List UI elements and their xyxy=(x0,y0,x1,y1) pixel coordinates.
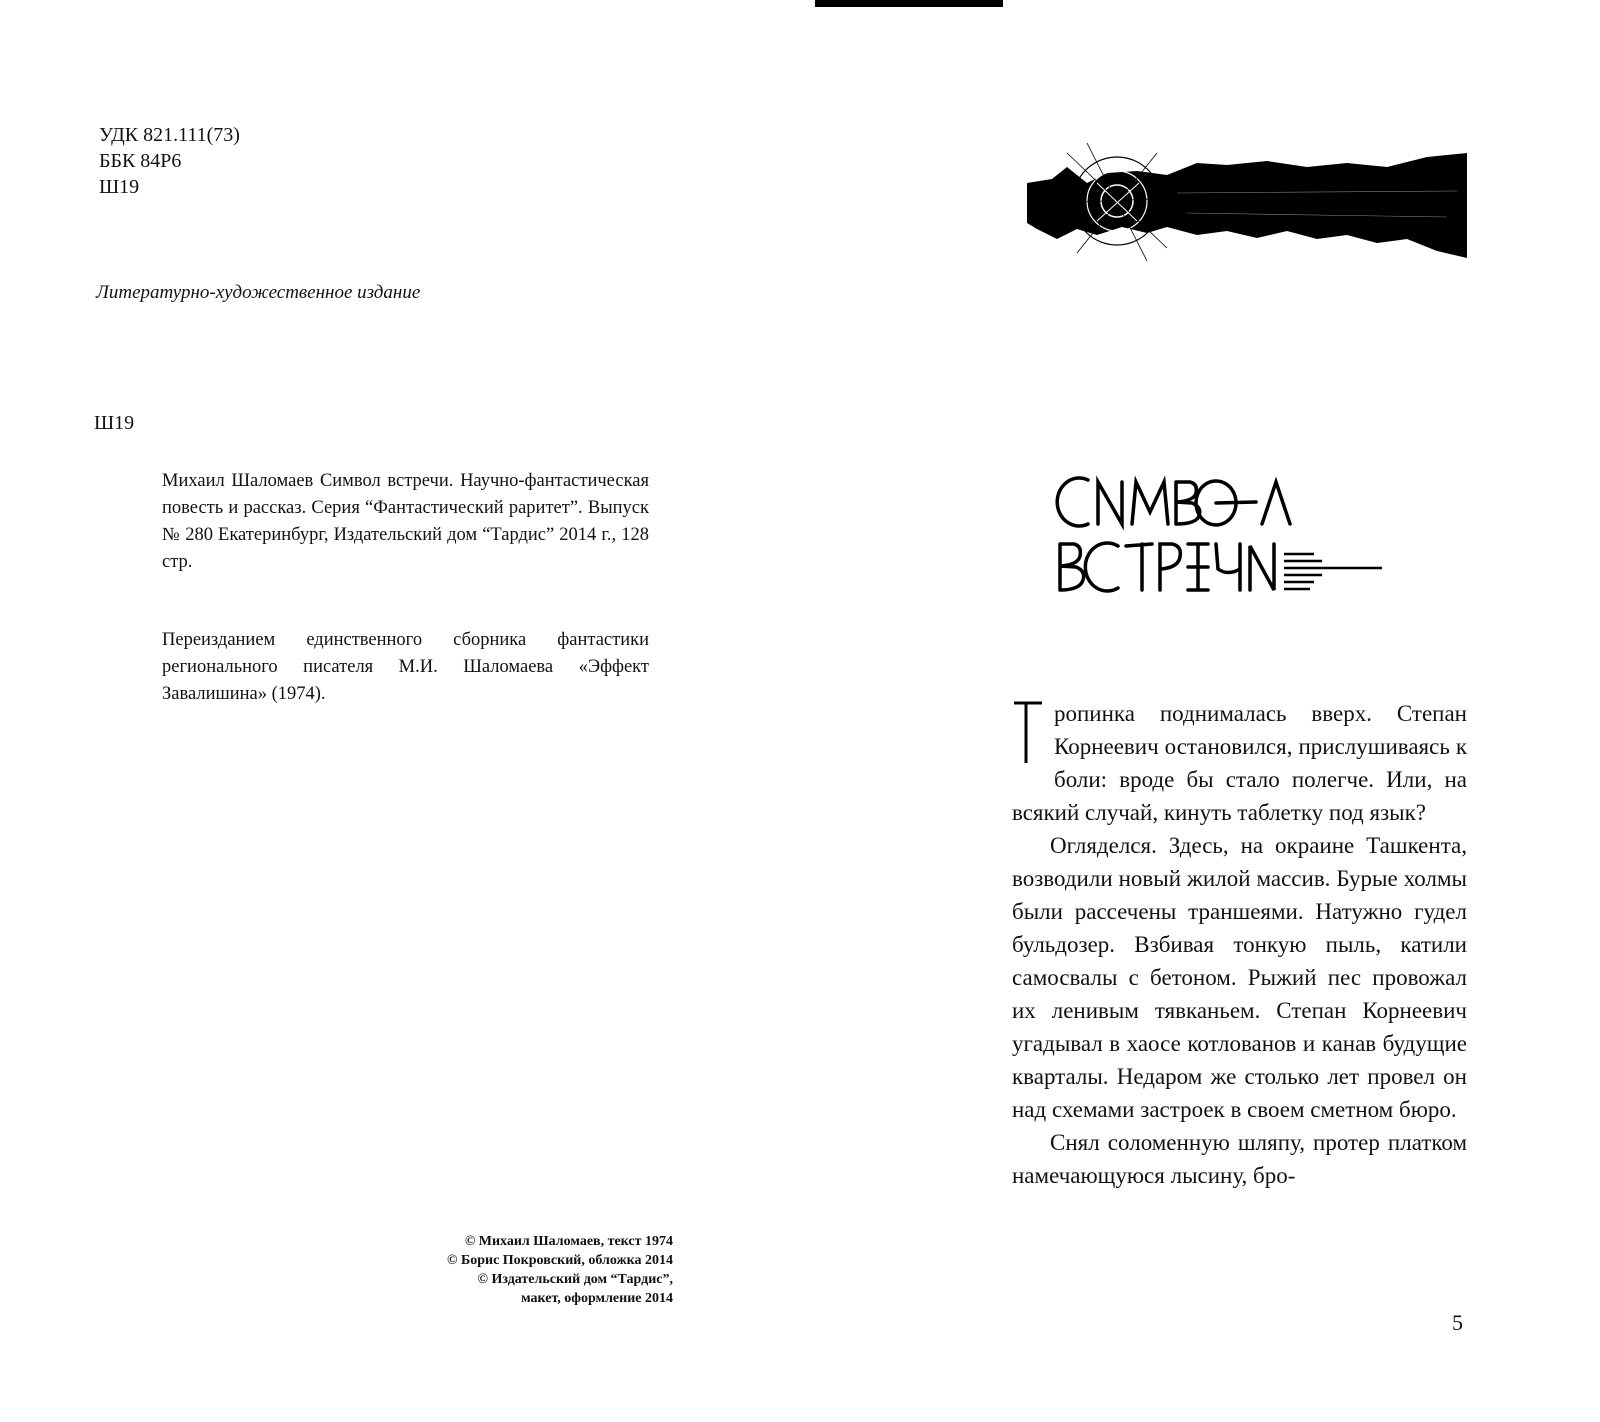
paragraph-text: ропинка поднималась вверх. Степан Корнеевич остановился, прислушиваясь к боли: вроде бы стало полегче. Или, на всякий случай, кинуть таблетку под язык? xyxy=(1012,701,1467,825)
chapter-body-text xyxy=(1012,697,1467,1192)
right-page-chapter xyxy=(800,0,1600,1422)
chapter-title-lettering xyxy=(1052,472,1392,602)
bibliographic-description: Михаил Шаломаев Символ встречи. Научно-фантастическая повесть и рассказ. Серия “Фантастический раритет”. Выпуск № 280 Екатеринбург, Издательский дом “Тардис” 2014 г., 128 стр. xyxy=(162,471,649,572)
paragraph: Снял соломенную шляпу, протер платком намечающуюся лысину, бро- xyxy=(1012,1130,1467,1188)
copyright-line: © Издательский дом “Тардис”, xyxy=(477,1272,673,1287)
page-number: 5 xyxy=(1452,1310,1463,1335)
classification-codes xyxy=(99,122,240,200)
chapter-header-illustration xyxy=(1027,143,1467,263)
copyright-block xyxy=(447,1232,673,1308)
copyright-line: макет, оформление 2014 xyxy=(521,1291,673,1306)
annotation: Переизданием единственного сборника фантастики регионального писателя М.И. Шаломаева «Эффект Завалишина» (1974). xyxy=(162,630,649,704)
dropcap-letter-t xyxy=(1012,699,1048,765)
copyright-line: © Борис Покровский, обложка 2014 xyxy=(447,1253,673,1268)
udk-code: УДК 821.111(73) xyxy=(99,124,240,146)
author-mark: Ш19 xyxy=(99,176,140,198)
copyright-line: © Михаил Шаломаев, текст 1974 xyxy=(464,1234,673,1249)
bbk-code: ББК 84Р6 xyxy=(99,150,182,172)
chapter-title xyxy=(1052,472,1392,602)
paragraph: Огляделся. Здесь, на окраине Ташкента, возводили новый жилой массив. Бурые холмы были рассечены траншеями. Натужно гудел бульдозер. Взбивая тонкую пыль, катили самосвалы с бетоном. Рыжий пес провожал их ленивым тявканьем. Степан Корнеевич угадывал в хаосе котлованов и канав будущие кварталы. Недаром же столько лет провел он над схемами застроек в своем сметном бюро. xyxy=(1012,833,1467,1122)
edition-type: Литературно-художественное издание xyxy=(96,282,421,303)
paragraph xyxy=(1012,697,1467,829)
author-code: Ш19 xyxy=(94,412,135,434)
